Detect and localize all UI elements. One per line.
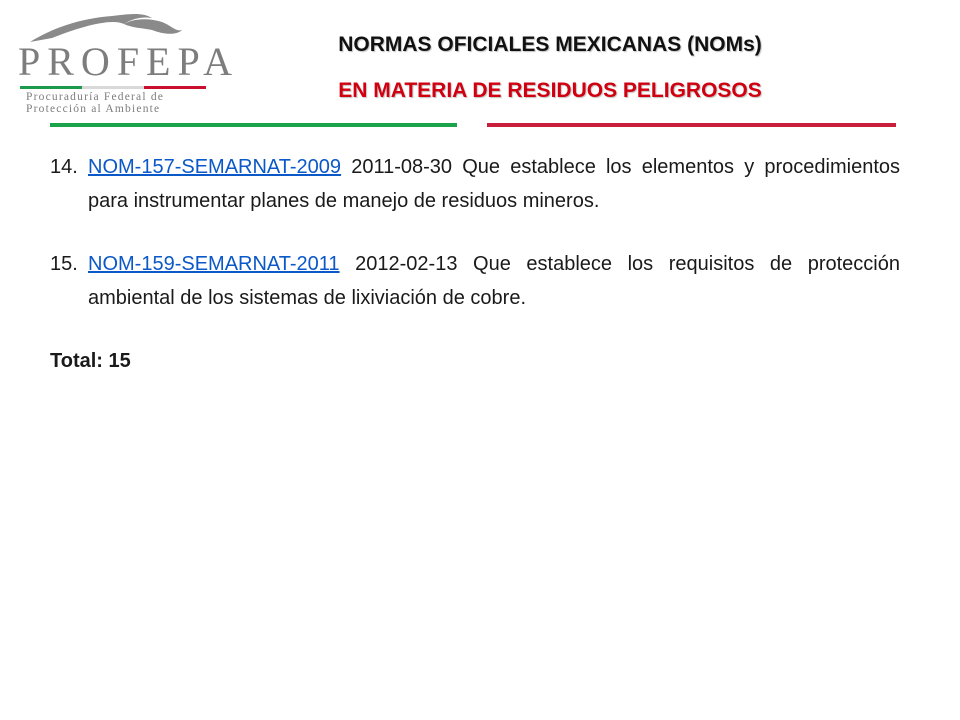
logo-subtitle-line2: Protección al Ambiente xyxy=(26,103,161,115)
nom-link[interactable]: NOM-157-SEMARNAT-2009 xyxy=(88,156,342,178)
nom-link[interactable]: NOM-159-SEMARNAT-2011 xyxy=(88,253,340,275)
item-description: 2011-08-30 Que establece los elementos y procedimientos para instrumentar planes de manejo de residuos mineros. xyxy=(88,156,900,212)
page-title: NORMAS OFICIALES MEXICANAS (NOMs) xyxy=(338,33,762,56)
logo-tricolor-rule xyxy=(20,86,206,89)
logo-wordmark: PROFEPA xyxy=(18,39,239,84)
profepa-logo xyxy=(12,8,239,115)
norms-list xyxy=(50,150,900,378)
item-number: 14. xyxy=(50,156,78,178)
page-subtitle: EN MATERIA DE RESIDUOS PELIGROSOS xyxy=(338,79,762,102)
list-item xyxy=(50,247,900,315)
divider-red xyxy=(487,123,896,127)
item-body xyxy=(88,247,900,315)
item-body xyxy=(88,150,900,218)
logo-subtitle-line1: Procuraduría Federal de xyxy=(26,91,165,103)
total-count: Total: 15 xyxy=(50,350,131,372)
divider-green xyxy=(50,123,457,127)
item-number: 15. xyxy=(50,253,78,275)
item-description: 2012-02-13 Que establece los requisitos de protección ambiental de los sistemas de lixiviación de cobre. xyxy=(88,253,900,309)
list-item xyxy=(50,150,900,218)
